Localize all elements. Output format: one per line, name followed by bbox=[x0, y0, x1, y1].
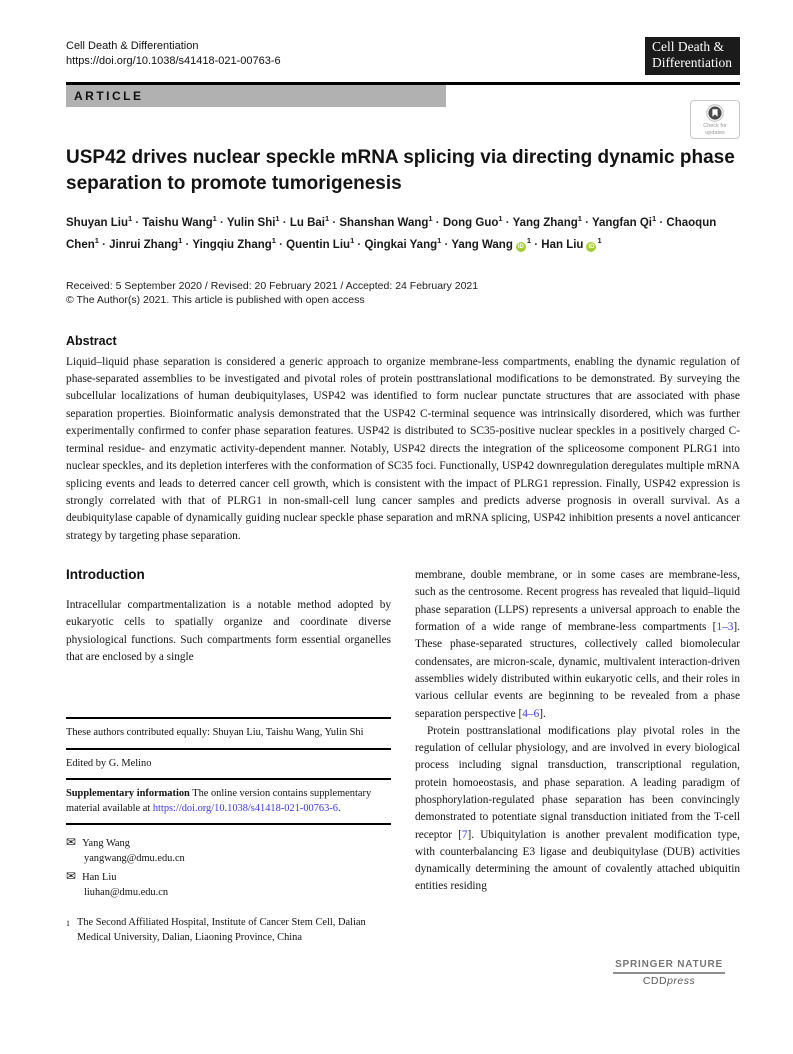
paragraph-segment: ]. Ubiquitylation is another prevalent modification type, with counterbalancing E3 ligase and deubiquitylase (DUB) activities dynamically determining the amount of covalently attached ubiquitin entities residing bbox=[415, 828, 740, 893]
correspondence-email[interactable]: liuhan@dmu.edu.cn bbox=[84, 886, 169, 898]
author-name: Quentin Liu bbox=[286, 238, 351, 251]
supplementary-label: Supplementary information bbox=[66, 788, 190, 800]
publisher-footer-inner bbox=[613, 959, 725, 987]
author-separator: · bbox=[132, 216, 143, 229]
affiliation-superscript: 1 bbox=[498, 214, 503, 223]
author-name: Qingkai Yang bbox=[364, 238, 438, 251]
footnote-divider bbox=[66, 717, 391, 719]
orcid-icon[interactable]: iD bbox=[517, 243, 524, 250]
supplementary-note bbox=[66, 787, 391, 816]
author-separator: · bbox=[216, 216, 227, 229]
abstract-heading: Abstract bbox=[66, 333, 117, 348]
two-column-body bbox=[66, 567, 740, 945]
supplementary-period: . bbox=[337, 802, 341, 814]
affiliation-superscript: 1 bbox=[324, 214, 330, 223]
author-separator: · bbox=[581, 216, 592, 229]
paragraph-segment: ]. bbox=[539, 707, 546, 720]
author-name: Shuyan Liu bbox=[66, 216, 128, 229]
author-separator: · bbox=[354, 238, 365, 251]
author-name: Yangfan Qi bbox=[591, 216, 653, 229]
author-separator: · bbox=[432, 216, 443, 229]
author-name: Yang Wang bbox=[451, 238, 513, 251]
affiliation-superscript: 1 bbox=[212, 214, 217, 223]
author bbox=[339, 214, 443, 229]
journal-logo bbox=[645, 37, 740, 75]
supplementary-link[interactable]: https://doi.org/10.1038/s41418-021-00763-6 bbox=[152, 802, 338, 814]
author-separator: · bbox=[98, 238, 110, 251]
author-name: Taishu Wang bbox=[142, 216, 213, 229]
footnote-divider bbox=[66, 823, 391, 825]
author bbox=[286, 235, 365, 251]
body-paragraph-2 bbox=[415, 723, 740, 896]
journal-name: Cell Death & Differentiation bbox=[66, 40, 199, 52]
envelope-icon: ✉ bbox=[66, 869, 77, 884]
publisher-footer bbox=[66, 959, 740, 987]
correspondence-entry bbox=[66, 869, 391, 900]
author bbox=[66, 214, 143, 229]
author-separator: · bbox=[656, 216, 667, 229]
envelope-icon: ✉ bbox=[66, 835, 77, 850]
press-text: press bbox=[667, 975, 696, 988]
affiliation-superscript: 1 bbox=[275, 214, 280, 223]
author-separator: · bbox=[441, 238, 452, 251]
author-separator: · bbox=[275, 238, 287, 251]
left-column bbox=[66, 567, 391, 945]
journal-logo-line2: Differentiation bbox=[652, 55, 732, 70]
affiliation-superscript: 1 bbox=[526, 235, 532, 245]
cddpress-logo bbox=[613, 975, 725, 987]
author bbox=[142, 214, 227, 229]
affiliation-superscript: 1 bbox=[350, 235, 355, 245]
page-header bbox=[66, 40, 740, 75]
affiliation-superscript: 1 bbox=[437, 235, 442, 245]
correspondence-name-row bbox=[66, 869, 391, 886]
header-left bbox=[66, 40, 281, 67]
cdd-text: CDD bbox=[642, 975, 668, 988]
author-list bbox=[66, 210, 740, 254]
paragraph-segment: 1–3 bbox=[716, 621, 734, 634]
author-name: Jinrui Zhang bbox=[109, 238, 179, 251]
affiliation-superscript: 1 bbox=[577, 214, 582, 223]
right-column bbox=[415, 567, 740, 945]
affiliation-superscript: 1 bbox=[652, 214, 657, 223]
check-for-updates-badge[interactable] bbox=[690, 100, 740, 139]
article-title: USP42 drives nuclear speckle mRNA splicing via directing dynamic phase separation to promote tumorigenesis bbox=[66, 147, 735, 194]
author-name: Dong Guo bbox=[442, 216, 499, 229]
correspondence-entry bbox=[66, 835, 391, 866]
author-separator: · bbox=[279, 216, 290, 229]
author bbox=[442, 214, 513, 229]
author bbox=[364, 235, 452, 251]
crossmark-icon bbox=[693, 104, 737, 122]
author-name: Chaoqun Chen bbox=[66, 216, 717, 251]
author bbox=[541, 235, 602, 251]
journal-logo-line1: Cell Death & bbox=[652, 39, 724, 54]
supplementary-text: The online version contains supplementary material available at bbox=[66, 788, 372, 814]
author-name: Han Liu bbox=[541, 238, 584, 251]
author bbox=[451, 235, 542, 251]
equal-contribution-note: These authors contributed equally: Shuyan Liu, Taishu Wang, Yulin Shi bbox=[66, 727, 364, 739]
orcid-icon[interactable]: iD bbox=[588, 243, 595, 250]
author-name: Yingqiu Zhang bbox=[192, 238, 272, 251]
author bbox=[512, 214, 592, 229]
section-heading-introduction: Introduction bbox=[66, 567, 145, 583]
edited-by-note: Edited by G. Melino bbox=[66, 757, 152, 769]
article-meta bbox=[66, 279, 740, 308]
correspondence-name: Yang Wang bbox=[82, 838, 130, 850]
author bbox=[109, 235, 193, 251]
correspondence-email[interactable]: yangwang@dmu.edu.cn bbox=[84, 852, 185, 864]
doi-link[interactable]: https://doi.org/10.1038/s41418-021-00763-6 bbox=[66, 55, 281, 67]
paragraph-segment: membrane, double membrane, or in some cases are membrane-less, such as the centrosome. Recent progress has revealed that liquid–liquid phase separation (LLPS) represents a universal approach to enable the formation of a wide range of membrane-less compartments [ bbox=[415, 569, 740, 634]
affiliation-note bbox=[66, 916, 391, 945]
author-separator: · bbox=[329, 216, 340, 229]
paragraph-segment: 7 bbox=[461, 828, 468, 841]
check-for-updates-label: Check for updates bbox=[703, 123, 727, 136]
correspondence-list bbox=[66, 835, 391, 900]
affiliation-superscript: 1 bbox=[178, 235, 183, 245]
author bbox=[226, 214, 290, 229]
copyright-line: © The Author(s) 2021. This article is published with open access bbox=[66, 294, 365, 307]
affiliation-superscript: 1 bbox=[597, 235, 602, 245]
author bbox=[192, 235, 287, 251]
article-bar-row bbox=[66, 85, 740, 136]
affiliation-superscript: 1 bbox=[271, 235, 276, 245]
paragraph-segment: 4–6 bbox=[522, 707, 540, 720]
affiliation-number: 1 bbox=[66, 919, 70, 929]
paragraph-segment: ]. These phase-separated structures, collectively called biomolecular condensates, are micron-scale, dynamic, multivalent interaction-driven assemblies widely distributed within eukaryotic cells, and their roles in various cellular events are beginning to be revealed from a phase separation perspective [ bbox=[415, 621, 740, 720]
affiliation-superscript: 1 bbox=[127, 214, 133, 223]
author-separator: · bbox=[531, 238, 542, 251]
affiliation-superscript: 1 bbox=[428, 214, 433, 223]
correspondence-name: Han Liu bbox=[82, 872, 117, 884]
footnote-divider bbox=[66, 748, 391, 750]
author-name: Yang Zhang bbox=[512, 216, 578, 229]
correspondence-name-row bbox=[66, 835, 391, 852]
author bbox=[289, 214, 340, 229]
footnotes-block bbox=[66, 717, 391, 945]
author-name: Shanshan Wang bbox=[339, 216, 429, 229]
body-paragraph-1 bbox=[415, 567, 740, 723]
intro-paragraph: Intracellular compartmentalization is a notable method adopted by eukaryotic cells to spatially organize and coordinate diverse physiological functions. Such compartments form essential organelles that are enclosed by a single bbox=[66, 599, 391, 664]
author-separator: · bbox=[182, 238, 193, 251]
author bbox=[591, 214, 667, 229]
article-type-label: ARTICLE bbox=[66, 85, 446, 107]
affiliation-text: The Second Affiliated Hospital, Institute of Cancer Stem Cell, Dalian Medical University, Dalian, Liaoning Province, China bbox=[77, 917, 366, 943]
springer-nature-logo: SPRINGER NATURE bbox=[613, 959, 725, 974]
received-dates: Received: 5 September 2020 / Revised: 20 February 2021 / Accepted: 24 February 2021 bbox=[66, 279, 479, 292]
footnote-divider bbox=[66, 778, 391, 780]
author-name: Yulin Shi bbox=[226, 216, 276, 229]
author-name: Lu Bai bbox=[289, 216, 325, 229]
paragraph-segment: Protein posttranslational modifications play pivotal roles in the regulation of cellular physiology, and are involved in every biological process including signal transduction, transcriptional regulation, protein homoeostasis, and phase separation. A leading paradigm of phosphorylation-regulated phase separation has been convincingly demonstrated to potentiate signal transduction initiated from the T-cell receptor [ bbox=[415, 724, 740, 841]
abstract-text: Liquid–liquid phase separation is considered a generic approach to organize membrane-less compartments, enabling the dynamic regulation of phase-separated assemblies to be investigated and pivotal roles of protein posttranslational modifications to be demonstrated. By surveying the subcellular localizations of human deubiquitylases, USP42 was identified to form nuclear punctate structures that are associated with phase separation properties. Bioinformatic analysis demonstrated that the USP42 C-terminal sequence was intrinsically disordered, which was further experimentally confirmed to confer phase separation features. USP42 is distributed to SC35-positive nuclear speckles in a positively charged C-terminal residue- and enzymatic activity-dependent manner. Notably, USP42 directs the integration of the spliceosome component PLRG1 into nuclear speckles, and its depletion interferes with the conformation of SC35 foci. Functionally, USP42 downregulation deregulates multiple mRNA splicing events and leads to deterred cancer cell growth, which is consistent with the impact of PLRG1 repression. Finally, USP42 expression is strongly correlated with that of PLRG1 in non-small-cell lung cancer samples and predicts adverse prognosis in overall survival. As a deubiquitylase capable of dynamically guiding nuclear speckle phase separation and mRNA splicing, USP42 inhibition presents a novel anticancer strategy by targeting phase separation. bbox=[66, 355, 740, 542]
affiliation-superscript: 1 bbox=[94, 235, 99, 245]
author-separator: · bbox=[502, 216, 513, 229]
